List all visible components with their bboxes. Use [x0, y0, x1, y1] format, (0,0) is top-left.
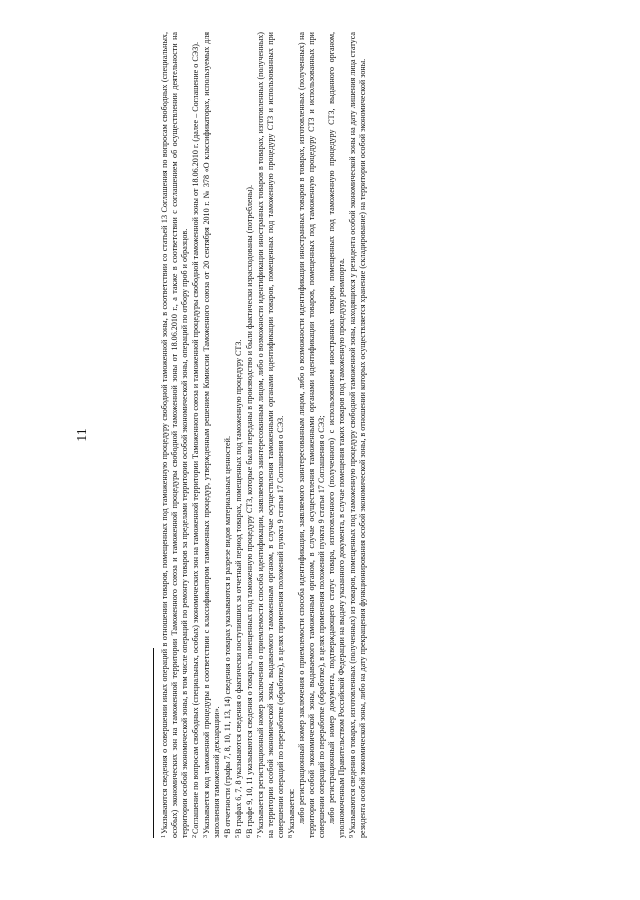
- footnote-text: Указывается:: [287, 788, 296, 834]
- footnote-mark: 5: [235, 835, 241, 838]
- footnote-5: [233, 32, 244, 838]
- footnote-2: [190, 32, 201, 838]
- footnote-1: [159, 32, 190, 838]
- footnote-7: [255, 32, 286, 838]
- footnotes: [159, 32, 368, 838]
- footnote-mark: 4: [224, 835, 230, 838]
- footnote-text: В графах 6, 7, 8 указываются сведения о фактически поступивших за отчетный период товарах, помещенных под таможенную процедуру СТЗ.: [234, 339, 243, 834]
- footnote-3: [201, 32, 222, 838]
- footnote-6: [244, 32, 255, 838]
- footnote-separator: [153, 648, 154, 838]
- footnote-mark: 1: [161, 835, 167, 838]
- footnote-mark: 6: [246, 835, 252, 838]
- rotated-content: [75, 32, 435, 838]
- footnote-mark: 9: [349, 835, 355, 838]
- footnote-text: Указывается регистрационный номер заключения о приемлемости способа идентификации, заявляемого заинтересованным лицом, либо о возможности идентификации иностранных товаров в товарах, изготовленных (полученных) на территории особой экономической зоны, выдаваемого таможенным органом, в случае осуществления таможенными органами идентификации товаров, помещенных под таможенную процедуру СТЗ и использованных при совершении операций по переработке (обработке), в целях применения положений пункта 9 статьи 17 Соглашения о СЭЗ.: [256, 32, 285, 838]
- footnote-text: Указываются сведения о товарах, изготовленных (полученных) из товаров, помещенных под таможенную процедуру свободной таможенной зоны, находящихся у резидента особой экономической зоны на дату лишения лица статуса резидента особой экономической зоны, либо на дату прекращения функционирования особой экономической зоны, в отношении которых осуществляется хранение (складирование) на территории особой экономической зоны.: [348, 32, 367, 838]
- footnote-text: Указываются сведения о совершении иных операций в отношении товаров, помещенных под таможенную процедуру свободной таможенной зоны, в соответствии со статьей 13 Соглашения по вопросам свободных (специальных, особых) экономических зон на таможенной территории Таможенного союза и таможенной процедуры свободной таможенной зоны от 18.06.2010 г., а также в соответствии с соглашением об осуществлении деятельности на территории особой экономической зоны, в том числе операций по ремонту товаров за пределами территории особой экономической зоны, операций по отбору проб и образцов.: [160, 32, 189, 838]
- footnote-4: [222, 32, 233, 838]
- footnote-mark: 8: [288, 835, 294, 838]
- footnote-8-subitem-1: либо регистрационный номер заключения о приемлемости способа идентификации, заявляемого заинтересованным лицом, либо о возможности идентификации иностранных товаров в товарах, изготовленных (полученных) на территории особой экономической зоны, выдаваемого таможенным органом, в случае осуществления таможенными органами идентификации товаров, помещенных под таможенную процедуру СТЗ и использованных при совершении операций по переработке (обработке), в целях применения положений пункта 9 статьи 17 Соглашения о СЭЗ;: [297, 32, 326, 838]
- footnote-mark: 7: [257, 835, 263, 838]
- footnote-mark: 3: [203, 835, 209, 838]
- footnote-8-subitem-2: либо регистрационный номер документа, подтверждающего статус товара, изготовленного (полученного) с использованием иностранных товаров, помещенных под таможенную процедуру СТЗ, выданного органом, уполномоченным Правительством Российской Федерации на выдачу указанного документа, в случае помещения таких товаров под таможенную процедуру реимпорта.: [327, 32, 346, 838]
- footnote-text: В отчетности (графы 7, 8, 10, 11, 13, 14) сведения о товарах указываются в разрезе видов материальных ценностей.: [223, 436, 232, 834]
- footnote-text: Указывается код таможенной процедуры в соответствии с классификатором таможенных процедур, утвержденным решением Комиссии Таможенного союза от 20 сентября 2010 г. № 378 «О классификаторах, используемых для заполнения таможенной декларации».: [202, 32, 221, 838]
- footnote-text: В графе 9, 10, 11 указываются сведения о товарах, помещенных под таможенную процедуру СТЗ, которые были переданы в производство и были фактически израсходованы (потреблены).: [245, 184, 254, 834]
- footnote-9: [347, 32, 368, 838]
- footnote-text: Соглашение по вопросам свободных (специальных, особых) экономических зон на таможенной территории Таможенного союза и таможенной процедуры свободной таможенной зоны от 18.06.2010 г. (далее – Соглашение о СЭЗ).: [191, 42, 200, 834]
- page-number: 11: [75, 428, 90, 442]
- footnote-8: [286, 32, 297, 838]
- footnote-mark: 2: [192, 835, 198, 838]
